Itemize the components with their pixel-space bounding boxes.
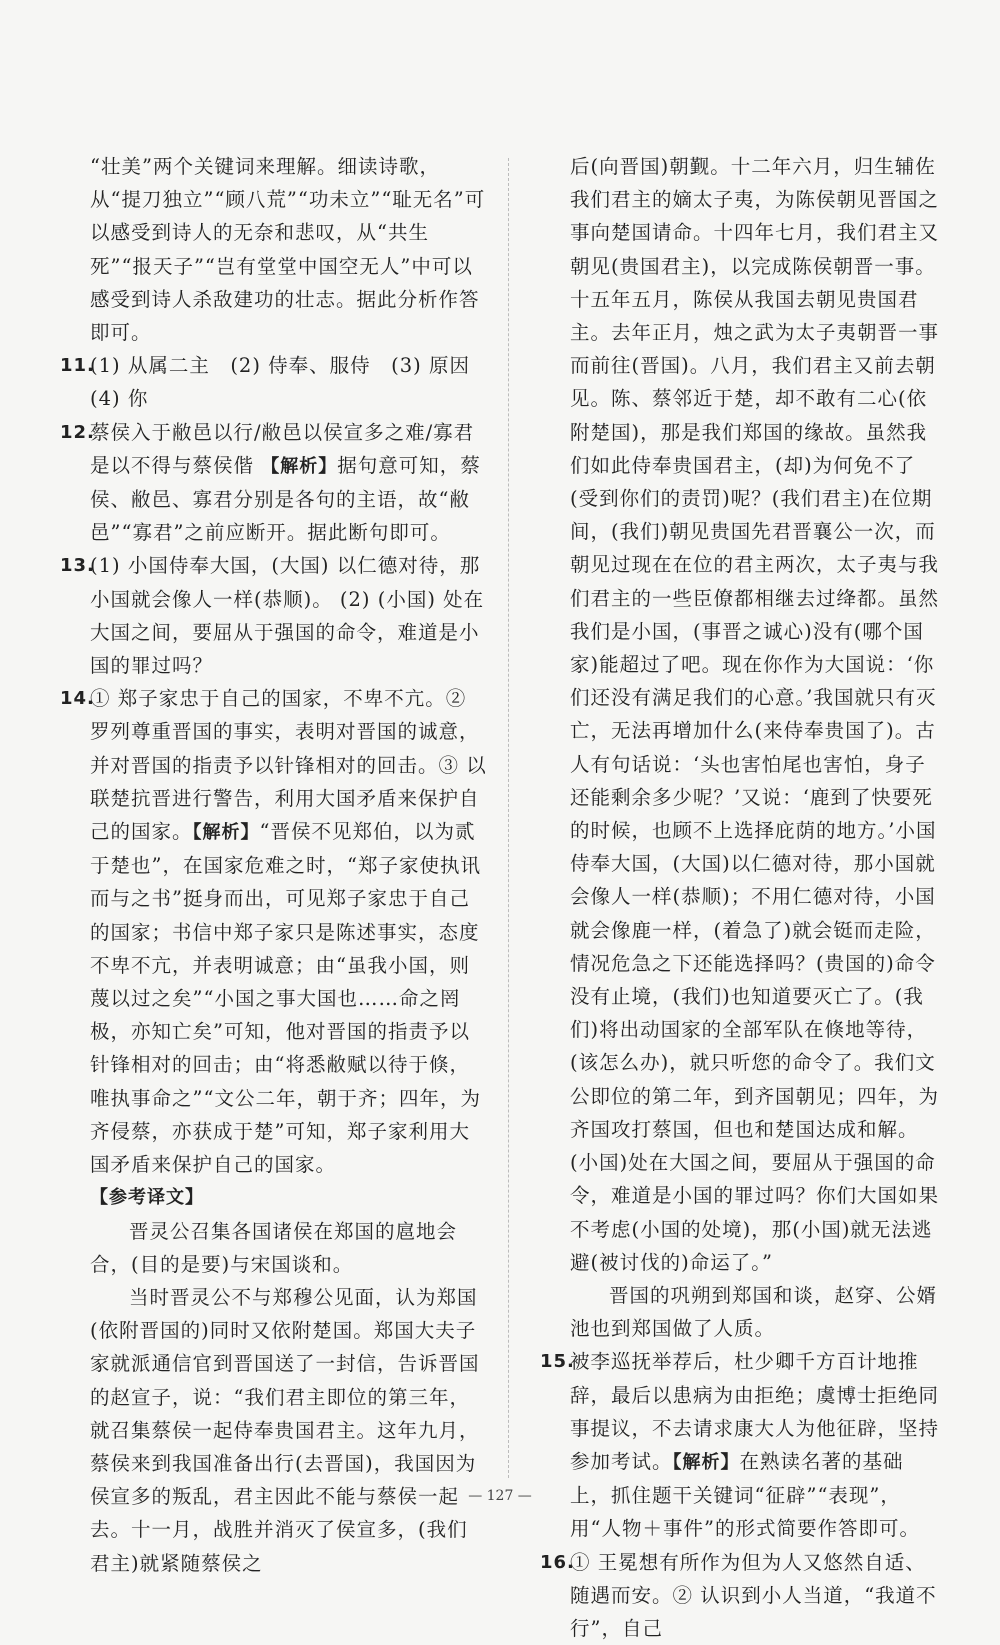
- item-number: 13.: [60, 555, 95, 577]
- answer-text: (1) 小国侍奉大国，(大国) 以仁德对待，那小国就会像人一样(恭顺)。 (2) (小国) 处在大国之间，要屈从于强国的命令，难道是小国的罪过吗？: [90, 554, 485, 678]
- answer-item-15: [540, 1345, 942, 1545]
- analysis-text: “晋侯不见郑伯，以为贰于楚也”，在国家危难之时，“郑子家使执讯而与之书”挺身而出，可见郑子家忠于自己的国家；书信中郑子家只是陈述事实，态度不卑不亢，并表明诚意；由“虽我小国，则蔑以过之矣”“小国之事大国也……命之罔极，亦知亡矣”可知，他对晋国的指责予以针锋相对的回击；由“将悉敝赋以待于倏，唯执事命之”“文公二年，朝于齐；四年，为齐侵蔡，亦获成于楚”可知，郑子家利用大国矛盾来保护自己的国家。: [90, 820, 481, 1177]
- answer-text: ① 王冕想有所作为但为人又悠然自适、随遇而安。② 认识到小人当道，“我道不行”，自己: [570, 1550, 937, 1640]
- answer-body: [90, 416, 488, 550]
- analysis-text: 据句意可知，蔡侯、敝邑、寡君分别是各句的主语，故“敝邑”“寡君”之前应断开。据此断句即可。: [90, 453, 481, 545]
- item-number: 11.: [60, 355, 95, 377]
- answer-item-11: [60, 349, 491, 415]
- item-number: 12.: [60, 421, 95, 443]
- answer-item-16: [540, 1546, 942, 1645]
- answer-body: [90, 682, 488, 1181]
- translation-paragraph: 晋国的巩朔到郑国和谈，赵穿、公婿池也到郑国做了人质。: [570, 1283, 938, 1341]
- answer-item-12: [60, 416, 488, 550]
- answer-text: ① 郑子家忠于自己的国家，不卑不亢。② 罗列尊重晋国的事实，表明对晋国的诚意，并对晋国的指责予以针锋相对的回击。③ 以联楚抗晋进行警告，利用大国矛盾来保护自己的国家。: [90, 687, 487, 844]
- answer-body: [570, 1345, 942, 1545]
- answer-text: 蔡侯入于敝邑以行/敝邑以侯宣多之难/寡君是以不得与蔡侯偕: [90, 420, 475, 477]
- item-number: 16.: [540, 1551, 575, 1573]
- translation-continuation: 后(向晋国)朝觐。十二年六月，归生辅佐我们君主的嫡太子夷，为陈侯朝见晋国之事向楚国请命。十四年七月，我们君主又朝见(贵国君主)，以完成陈侯朝晋一事。十五年五月，陈侯从我国去朝见贵国君主。去年正月，烛之武为太子夷朝晋一事而前往(晋国)。八月，我们君主又前去朝见。陈、蔡邻近于楚，却不敢有二心(依附楚国)，那是我们郑国的缘故。虽然我们如此侍奉贵国君主，(却)为何免不了(受到你们的责罚)呢？(我们君主)在位期间，(我们)朝见贵国先君晋襄公一次，而朝见过现在在位的君主两次，太子夷与我们君主的一些臣僚都相继去过绛都。虽然我们是小国，(事晋之诚心)没有(哪个国家)能超过了吧。现在你作为大国说：‘你们还没有满足我们的心意。’我国就只有灭亡，无法再增加什么(来侍奉贵国了)。古人有句话说：‘头也害怕尾也害怕，身子还能剩余多少呢？’又说：‘鹿到了快要死的时候，也顾不上选择庇荫的地方。’小国侍奉大国，(大国)以仁德对待，那小国就会像人一样(恭顺)；不用仁德对待，小国就会像鹿一样，(着急了)就会铤而走险，情况危急之下还能选择吗？(贵国的)命令没有止境，(我们)也知道要灭亡了。(我们)将出动国家的全部军队在倏地等待，(该怎么办)，就只听您的命令了。我们文公即位的第二年，到齐国朝见；四年，为齐国攻打蔡国，但也和楚国达成和解。(小国)处在大国之间，要屈从于强国的命令，难道是小国的罪过吗？你们大国如果不考虑(小国的处境)，那(小国)就无法逃避(被讨伐的)命运了。”: [570, 155, 940, 1274]
- column-divider: [508, 158, 509, 1478]
- analysis-tag: 【解析】: [192, 822, 260, 844]
- right-column: [540, 150, 942, 1645]
- analysis-tag: 【解析】: [261, 455, 338, 477]
- translation-paragraph: 晋灵公召集各国诸侯在郑国的扈地会合，(目的是要)与宋国谈和。: [90, 1219, 458, 1276]
- answer-text: (1) 从属二主 (2) 侍奉、服侍 (3) 原因 (4) 你: [90, 354, 491, 411]
- analysis-text: 在熟读名著的基础上，抓住题干关键词“征辟”“表现”，用“人物＋事件”的形式简要作答即可。: [570, 1449, 920, 1541]
- answer-item-14: [60, 682, 488, 1181]
- item-number: 15.: [540, 1351, 575, 1373]
- answer-text: 被李巡抚举荐后，杜少卿千方百计地推辞，最后以患病为由拒绝；虞博士拒绝同事提议，不去请求康大人为他征辟，坚持参加考试。: [570, 1350, 940, 1473]
- left-column: [60, 150, 491, 1580]
- q10-continuation: “壮美”两个关键词来理解。细读诗歌，从“提刀独立”“顾八荒”“功未立”“耻无名”可以感受到诗人的无奈和悲叹，从“共生死”“报天子”“岂有堂堂中国空无人”中可以感受到诗人杀敌建功的壮志。据此分析作答即可。: [90, 155, 486, 345]
- analysis-tag: 【解析】: [672, 1451, 740, 1473]
- answer-item-13: [60, 549, 488, 682]
- translation-paragraph: 当时晋灵公不与郑穆公见面，认为郑国(依附晋国的)同时又依附楚国。郑国大夫子家就派通信官到晋国送了一封信，告诉晋国的赵宣子，说：“我们君主即位的第三年，就召集蔡侯一起侍奉贵国君主。这年九月，蔡侯来到我国准备出行(去晋国)，我国因为侯宣多的叛乱，君主因此不能与蔡侯一起去。十一月，战胜并消灭了侯宣多，(我们君主)就紧随蔡侯之: [90, 1285, 480, 1575]
- item-number: 14.: [60, 688, 95, 710]
- page-number: — 127 —: [468, 1488, 532, 1504]
- reference-translation-heading: 【参考译文】: [90, 1187, 204, 1209]
